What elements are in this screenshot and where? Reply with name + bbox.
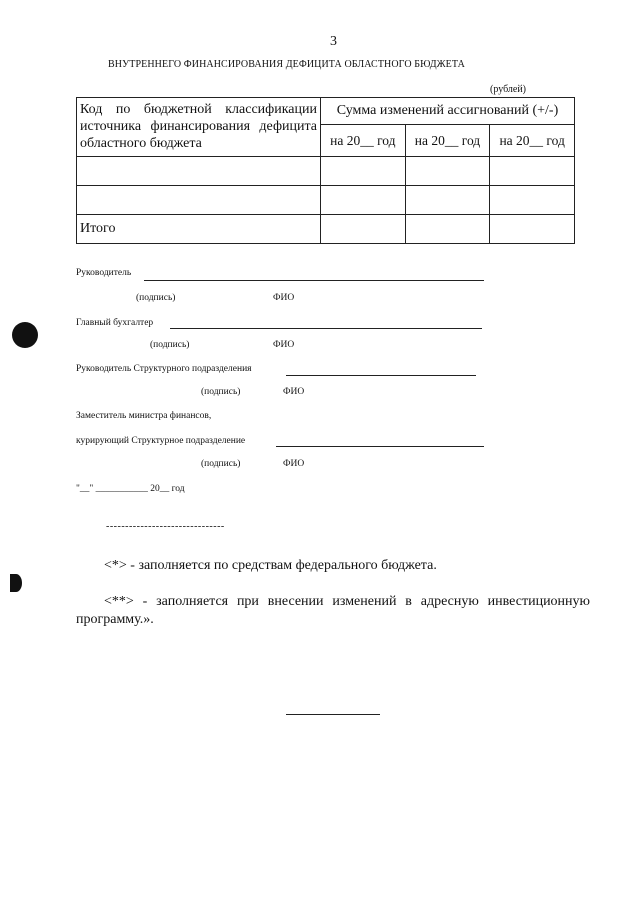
deputy-minister-label-2: курирующий Структурное подразделение bbox=[76, 436, 246, 446]
sum-header: Сумма изменений ассигнований (+/-) bbox=[321, 98, 575, 125]
budget-table bbox=[76, 97, 575, 244]
end-rule bbox=[286, 714, 380, 715]
table-cell[interactable] bbox=[321, 157, 406, 186]
table-cell[interactable] bbox=[405, 215, 490, 244]
signature-caption: (подпись) bbox=[136, 293, 176, 303]
signature-caption: (подпись) bbox=[201, 459, 241, 469]
footnote-separator: ------------------------------- bbox=[106, 521, 225, 532]
punch-hole-mark bbox=[12, 322, 38, 348]
year-header-2: на 20__ год bbox=[405, 125, 490, 157]
total-label: Итого bbox=[77, 215, 321, 244]
deputy-minister-signature-line[interactable] bbox=[276, 446, 484, 447]
table-cell[interactable] bbox=[490, 215, 575, 244]
units-label: (рублей) bbox=[490, 84, 527, 95]
table-cell[interactable] bbox=[490, 186, 575, 215]
name-caption: ФИО bbox=[273, 293, 295, 303]
table-row bbox=[77, 157, 575, 186]
head-signature-line[interactable] bbox=[144, 280, 484, 281]
footnote-2: <**> - заполняется при внесении изменений в адресную инвестиционную программу.». bbox=[76, 594, 590, 627]
document-title: ВНУТРЕННЕГО ФИНАНСИРОВАНИЯ ДЕФИЦИТА ОБЛАСТНОГО БЮДЖЕТА bbox=[108, 59, 465, 70]
signature-caption: (подпись) bbox=[150, 340, 190, 350]
date-line[interactable]: "__" ___________ 20__ год bbox=[76, 484, 185, 494]
deputy-minister-label: Заместитель министра финансов, bbox=[76, 411, 212, 421]
name-caption: ФИО bbox=[283, 459, 305, 469]
table-cell[interactable] bbox=[405, 186, 490, 215]
table-cell[interactable] bbox=[77, 157, 321, 186]
table-row bbox=[77, 186, 575, 215]
name-caption: ФИО bbox=[273, 340, 295, 350]
table-cell[interactable] bbox=[321, 186, 406, 215]
page-number: 3 bbox=[330, 34, 337, 49]
table-cell[interactable] bbox=[490, 157, 575, 186]
chief-accountant-signature-line[interactable] bbox=[170, 328, 482, 329]
footnote-1: <*> - заполняется по средствам федерального бюджета. bbox=[104, 558, 437, 573]
head-structural-signature-line[interactable] bbox=[286, 375, 476, 376]
code-header: Код по бюджетной классификации источника финансирования дефицита областного бюджета bbox=[77, 98, 321, 157]
year-header-3: на 20__ год bbox=[490, 125, 575, 157]
head-structural-label: Руководитель Структурного подразделения bbox=[76, 364, 252, 374]
head-label: Руководитель bbox=[76, 268, 132, 278]
signature-caption: (подпись) bbox=[201, 387, 241, 397]
table-cell[interactable] bbox=[405, 157, 490, 186]
chief-accountant-label: Главный бухгалтер bbox=[76, 318, 154, 328]
total-row bbox=[77, 215, 575, 244]
year-header-1: на 20__ год bbox=[321, 125, 406, 157]
table-cell[interactable] bbox=[77, 186, 321, 215]
table-cell[interactable] bbox=[321, 215, 406, 244]
name-caption: ФИО bbox=[283, 387, 305, 397]
punch-hole-mark bbox=[10, 574, 22, 592]
